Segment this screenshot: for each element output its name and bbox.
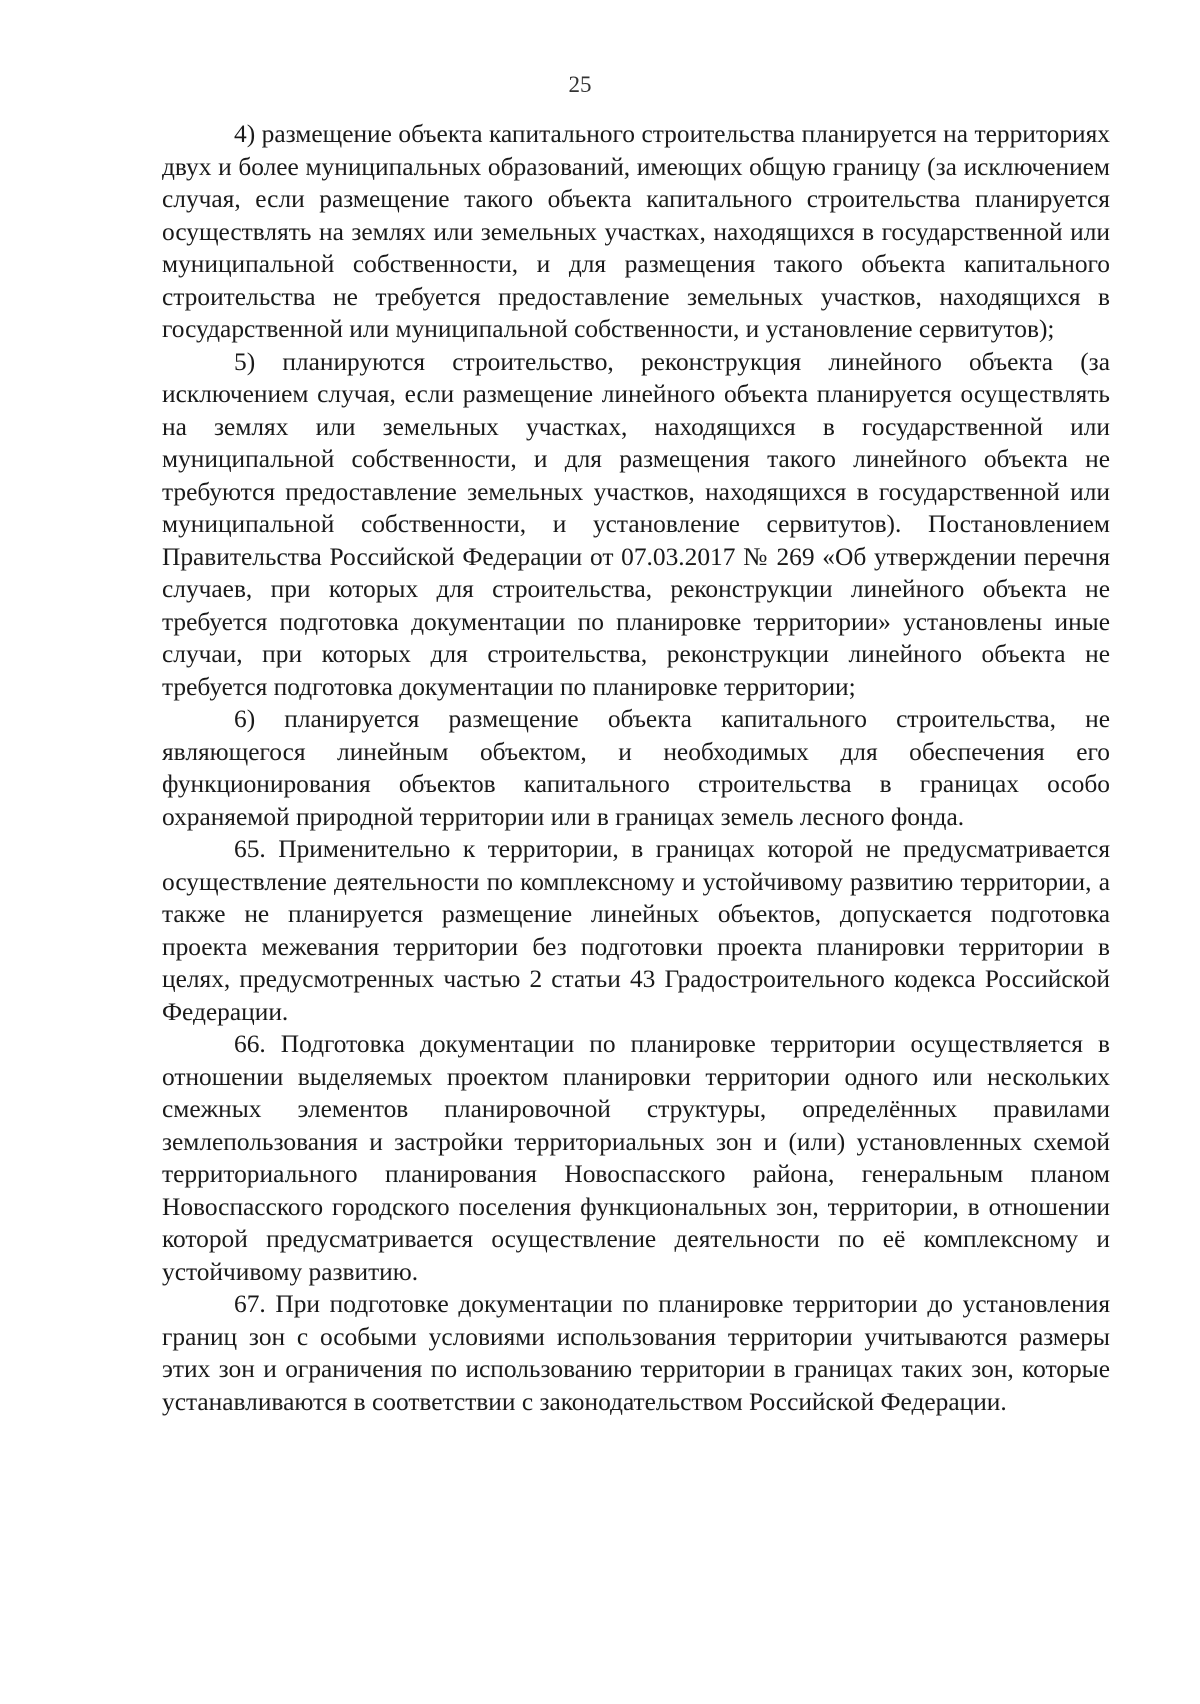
paragraph-item-5: 5) планируются строительство, реконструкция линейного объекта (за исключением случая, если размещение линейного объекта планируется осуществлять на землях или земельных участках, находящихся в государственной или муниципальной собственности, и для размещения такого линейного объекта не требуются предоставление земельных участков, находящихся в государственной или муниципальной собственности, и установление сервитутов). Постановлением Правительства Российской Федерации от 07.03.2017 № 269 «Об утверждении перечня случаев, при которых для строительства, реконструкции линейного объекта не требуется подготовка документации по планировке территории» установлены иные случаи, при которых для строительства, реконструкции линейного объекта не требуется подготовка документации по планировке территории; bbox=[162, 347, 1110, 701]
paragraph-section-67: 67. При подготовке документации по планировке территории до установления границ зон с особыми условиями использования территории учитываются размеры этих зон и ограничения по использованию территории в границах таких зон, которые устанавливаются в соответствии с законодательством Российской Федерации. bbox=[162, 1290, 1110, 1416]
paragraph-section-65: 65. Применительно к территории, в границах которой не предусматривается осуществление деятельности по комплексному и устойчивому развитию территории, а также не планируется размещение линейных объектов, допускается подготовка проекта межевания территории без подготовки проекта планировки территории в целях, предусмотренных частью 2 статьи 43 Градостроительного кодекса Российской Федерации. bbox=[162, 835, 1110, 1026]
document-body bbox=[162, 118, 1110, 1418]
paragraph-item-6: 6) планируется размещение объекта капитального строительства, не являющегося линейным объектом, и необходимых для обеспечения его функционирования объектов капитального строительства в границах особо охраняемой природной территории или в границах земель лесного фонда. bbox=[162, 705, 1110, 831]
paragraph-section-66: 66. Подготовка документации по планировке территории осуществляется в отношении выделяемых проектом планировки территории одного или нескольких смежных элементов планировочной структуры, определённых правилами землепользования и застройки территориальных зон и (или) установленных схемой территориального планирования Новоспасского района, генеральным планом Новоспасского городского поселения функциональных зон, территории, в отношении которой предусматривается осуществление деятельности по её комплексному и устойчивому развитию. bbox=[162, 1030, 1110, 1286]
page-number: 25 bbox=[568, 72, 592, 97]
paragraph-item-4: 4) размещение объекта капитального строительства планируется на территориях двух и более муниципальных образований, имеющих общую границу (за исключением случая, если размещение такого объекта капитального строительства планируется осуществлять на землях или земельных участках, находящихся в государственной или муниципальной собственности, и для размещения такого объекта капитального строительства не требуется предоставление земельных участков, находящихся в государственной или муниципальной собственности, и установление сервитутов); bbox=[162, 120, 1110, 343]
